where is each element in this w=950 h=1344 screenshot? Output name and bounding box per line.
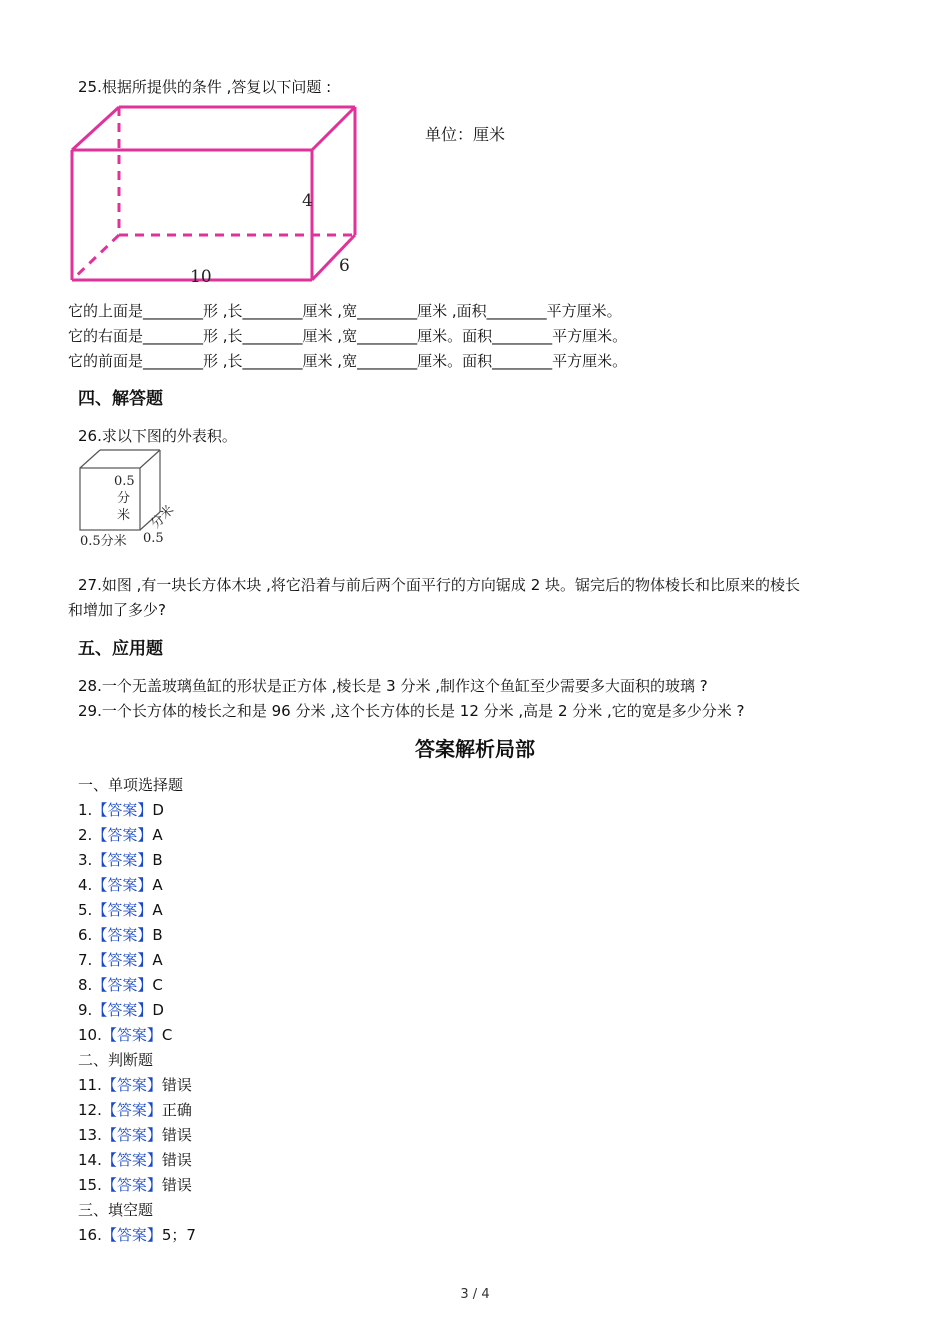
answer-tag: 【答案】 bbox=[101, 1151, 162, 1169]
answer-row bbox=[78, 999, 164, 1021]
cube-top-unit-1: 分 bbox=[117, 491, 131, 506]
answer-row bbox=[78, 1099, 192, 1121]
question-27-line-2: 和增加了多少? bbox=[68, 601, 166, 619]
answer-number: 13. bbox=[78, 1126, 102, 1144]
answer-value: A bbox=[152, 901, 163, 919]
answers-title: 答案解析局部 bbox=[415, 737, 535, 761]
unit-note: 单位：厘米 bbox=[425, 125, 506, 144]
q25-line-right: 它的右面是________形 ,长________厘米 ,宽________厘米。面积________平方厘米。 bbox=[68, 327, 628, 345]
page-number: 3 / 4 bbox=[460, 1287, 490, 1302]
answer-value: A bbox=[152, 951, 163, 969]
answer-value: B bbox=[152, 851, 163, 869]
answer-value: B bbox=[152, 926, 163, 944]
cuboid-hidden-edge bbox=[72, 235, 119, 280]
answer-tag: 【答案】 bbox=[92, 951, 153, 969]
answer-value: D bbox=[152, 801, 164, 819]
answer-tag: 【答案】 bbox=[92, 976, 153, 994]
answer-tag: 【答案】 bbox=[101, 1026, 162, 1044]
answer-number: 15. bbox=[78, 1176, 102, 1194]
answer-value: 5；7 bbox=[161, 1226, 196, 1244]
answer-number: 12. bbox=[78, 1101, 102, 1119]
answer-row bbox=[78, 899, 163, 921]
cube-bottom-label: 0.5分米 bbox=[80, 534, 127, 549]
answer-number: 5. bbox=[78, 901, 93, 919]
answer-value: C bbox=[152, 976, 163, 994]
answer-number: 4. bbox=[78, 876, 93, 894]
answer-value: A bbox=[152, 876, 163, 894]
answer-row bbox=[78, 799, 164, 821]
cube-top-unit-2: 米 bbox=[117, 508, 131, 523]
answer-value: A bbox=[152, 826, 163, 844]
answer-tag: 【答案】 bbox=[101, 1126, 162, 1144]
answer-tag: 【答案】 bbox=[92, 876, 153, 894]
question-25-prompt: 25.根据所提供的条件 ,答复以下问题 : bbox=[78, 78, 332, 96]
answer-row bbox=[78, 1024, 172, 1046]
answer-value: 错误 bbox=[161, 1151, 192, 1169]
answer-row bbox=[78, 1174, 192, 1196]
answer-number: 10. bbox=[78, 1026, 102, 1044]
answer-row bbox=[78, 1074, 192, 1096]
answer-tag: 【答案】 bbox=[92, 926, 153, 944]
answer-tag: 【答案】 bbox=[92, 901, 153, 919]
answer-section-title: 一、单项选择题 bbox=[78, 776, 184, 794]
answer-row bbox=[78, 949, 163, 971]
answer-tag: 【答案】 bbox=[101, 1176, 162, 1194]
answer-number: 14. bbox=[78, 1151, 102, 1169]
cuboid-edge bbox=[72, 107, 119, 150]
answer-tag: 【答案】 bbox=[92, 826, 153, 844]
answer-number: 6. bbox=[78, 926, 93, 944]
cube-top-number: 0.5 bbox=[114, 474, 135, 489]
answer-row bbox=[78, 924, 163, 946]
answer-tag: 【答案】 bbox=[92, 1001, 153, 1019]
cuboid-length-label: 10 bbox=[190, 267, 212, 287]
answer-row bbox=[78, 824, 163, 846]
answer-number: 1. bbox=[78, 801, 93, 819]
answer-tag: 【答案】 bbox=[101, 1101, 162, 1119]
answer-tag: 【答案】 bbox=[92, 801, 153, 819]
question-26-prompt: 26.求以下图的外表积。 bbox=[78, 427, 237, 445]
cuboid-figure bbox=[62, 100, 372, 290]
answer-tag: 【答案】 bbox=[101, 1076, 162, 1094]
section-5-title: 五、应用题 bbox=[78, 639, 163, 659]
answer-tag: 【答案】 bbox=[92, 851, 153, 869]
answer-value: 错误 bbox=[161, 1126, 192, 1144]
answer-number: 16. bbox=[78, 1226, 102, 1244]
cube-side-number: 0.5 bbox=[143, 531, 164, 546]
question-28: 28.一个无盖玻璃鱼缸的形状是正方体 ,棱长是 3 分米 ,制作这个鱼缸至少需要多大面积的玻璃 ? bbox=[78, 677, 708, 695]
answer-value: C bbox=[161, 1026, 173, 1044]
cuboid-height-label: 4 bbox=[302, 191, 313, 211]
answer-tag: 【答案】 bbox=[101, 1226, 162, 1244]
answer-number: 8. bbox=[78, 976, 93, 994]
answer-value: 错误 bbox=[161, 1076, 192, 1094]
q25-line-front: 它的前面是________形 ,长________厘米 ,宽________厘米。面积________平方厘米。 bbox=[68, 352, 628, 370]
answer-section-title: 二、判断题 bbox=[78, 1051, 154, 1069]
answer-value: D bbox=[152, 1001, 164, 1019]
answer-row bbox=[78, 1124, 192, 1146]
answer-section-title: 三、填空题 bbox=[78, 1201, 154, 1219]
answer-value: 错误 bbox=[161, 1176, 192, 1194]
answer-value: 正确 bbox=[161, 1101, 192, 1119]
question-29: 29.一个长方体的棱长之和是 96 分米 ,这个长方体的长是 12 分米 ,高是 2 分米 ,它的宽是多少分米 ? bbox=[78, 702, 745, 720]
cube-figure bbox=[70, 446, 190, 556]
answer-row bbox=[78, 1224, 196, 1246]
section-4-title: 四、解答题 bbox=[78, 389, 163, 409]
question-27-line-1: 27.如图 ,有一块长方体木块 ,将它沿着与前后两个面平行的方向锯成 2 块。锯完后的物体棱长和比原来的棱长 bbox=[78, 576, 801, 594]
q25-line-top: 它的上面是________形 ,长________厘米 ,宽________厘米 ,面积________平方厘米。 bbox=[68, 302, 622, 320]
answer-number: 11. bbox=[78, 1076, 102, 1094]
answer-row bbox=[78, 874, 163, 896]
answer-number: 7. bbox=[78, 951, 93, 969]
answer-number: 9. bbox=[78, 1001, 93, 1019]
answer-row bbox=[78, 974, 163, 996]
answer-row bbox=[78, 849, 163, 871]
answer-number: 3. bbox=[78, 851, 93, 869]
cube-side-unit: 分米 bbox=[148, 502, 178, 532]
answer-row bbox=[78, 1149, 192, 1171]
answer-number: 2. bbox=[78, 826, 93, 844]
cuboid-edge bbox=[312, 107, 355, 150]
cuboid-width-label: 6 bbox=[339, 256, 350, 276]
